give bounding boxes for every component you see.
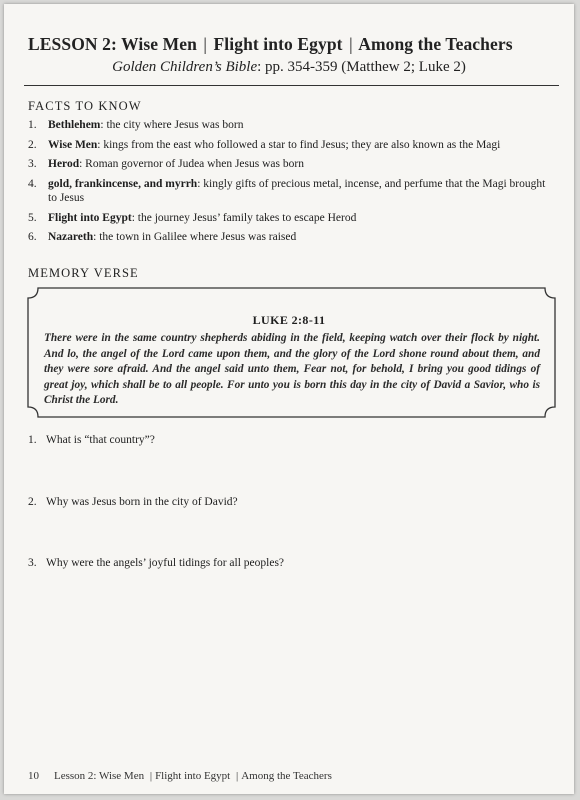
lesson-title-part2: Flight into Egypt [213, 34, 343, 54]
verse-reference: LUKE 2:8-11 [252, 313, 326, 327]
fact-item [28, 230, 548, 245]
lesson-title-part1: Wise Men [121, 34, 197, 54]
footer-part2: Flight into Egypt [155, 770, 231, 782]
page-range: : pp. 354-359 (Matthew 2; Luke 2) [257, 59, 466, 75]
fact-term: Nazareth [48, 231, 94, 243]
fact-number: 1. [28, 119, 37, 131]
footer-part3: Among the Teachers [241, 770, 332, 782]
question-number: 2. [28, 496, 37, 508]
footer-separator: | [149, 770, 153, 782]
fact-item [28, 211, 548, 226]
fact-definition: : the town in Galilee where Jesus was raised [93, 231, 297, 243]
fact-number: 4. [28, 177, 37, 190]
fact-item [28, 138, 548, 153]
fact-item [28, 177, 548, 206]
title-separator: | [203, 34, 208, 54]
fact-number: 6. [28, 231, 37, 243]
question-2 [28, 496, 548, 508]
fact-term: gold, frankincense, and myrrh [48, 177, 198, 190]
footer-lesson: Lesson 2: Wise Men [54, 770, 145, 782]
fact-item [28, 118, 548, 133]
lesson-number: LESSON 2: [28, 34, 117, 54]
fact-definition: : kingly gifts of precious metal, incense, and perfume that the Magi brought to Jesus [48, 177, 546, 204]
lesson-title-part3: Among the Teachers [358, 34, 513, 54]
title-separator: | [349, 34, 353, 54]
fact-term: Wise Men [48, 138, 98, 151]
question-1 [28, 434, 548, 446]
question-number: 1. [28, 434, 37, 446]
question-3 [28, 557, 548, 569]
title-divider [24, 85, 559, 86]
lesson-title [28, 34, 558, 55]
footer-separator: | [236, 770, 239, 782]
facts-heading: FACTS TO KNOW [28, 99, 142, 113]
fact-definition: : Roman governor of Judea when Jesus was born [79, 158, 304, 170]
verse-text: There were in the same country shepherds abiding in the field, keeping watch over their flock by night. And lo, the angel of the Lord came upon them, and the glory of the Lord shone round about them, and they were sore afraid. And the angel said unto them, Fear not, for behold, I bring you good tidings of great joy, which shall be to all people. For unto you is born this day in the city of David a Savior, who is Christ the Lord. [44, 332, 540, 406]
question-text: Why was Jesus born in the city of David? [46, 496, 238, 508]
question-text: Why were the angels’ joyful tidings for all peoples? [46, 557, 285, 569]
fact-term: Herod [48, 158, 80, 170]
book-title: Golden Children’s Bible [112, 59, 258, 75]
reading-reference [4, 59, 574, 76]
question-number: 3. [28, 557, 37, 569]
fact-item [28, 157, 548, 172]
page-number: 10 [28, 770, 39, 782]
fact-term: Bethlehem [48, 119, 101, 131]
workbook-page [4, 4, 574, 794]
fact-number: 2. [28, 138, 37, 151]
memory-verse-heading: MEMORY VERSE [28, 266, 139, 280]
question-text: What is “that country”? [46, 434, 155, 446]
fact-definition: : the journey Jesus’ family takes to escape Herod [131, 211, 357, 224]
page-footer [28, 770, 332, 782]
fact-term: Flight into Egypt [48, 211, 132, 224]
fact-definition: : kings from the east who followed a star to find Jesus; they are also known as the Magi [97, 138, 501, 151]
facts-list [28, 118, 548, 250]
fact-number: 3. [28, 158, 37, 170]
fact-definition: : the city where Jesus was born [100, 119, 244, 131]
fact-number: 5. [28, 211, 37, 224]
